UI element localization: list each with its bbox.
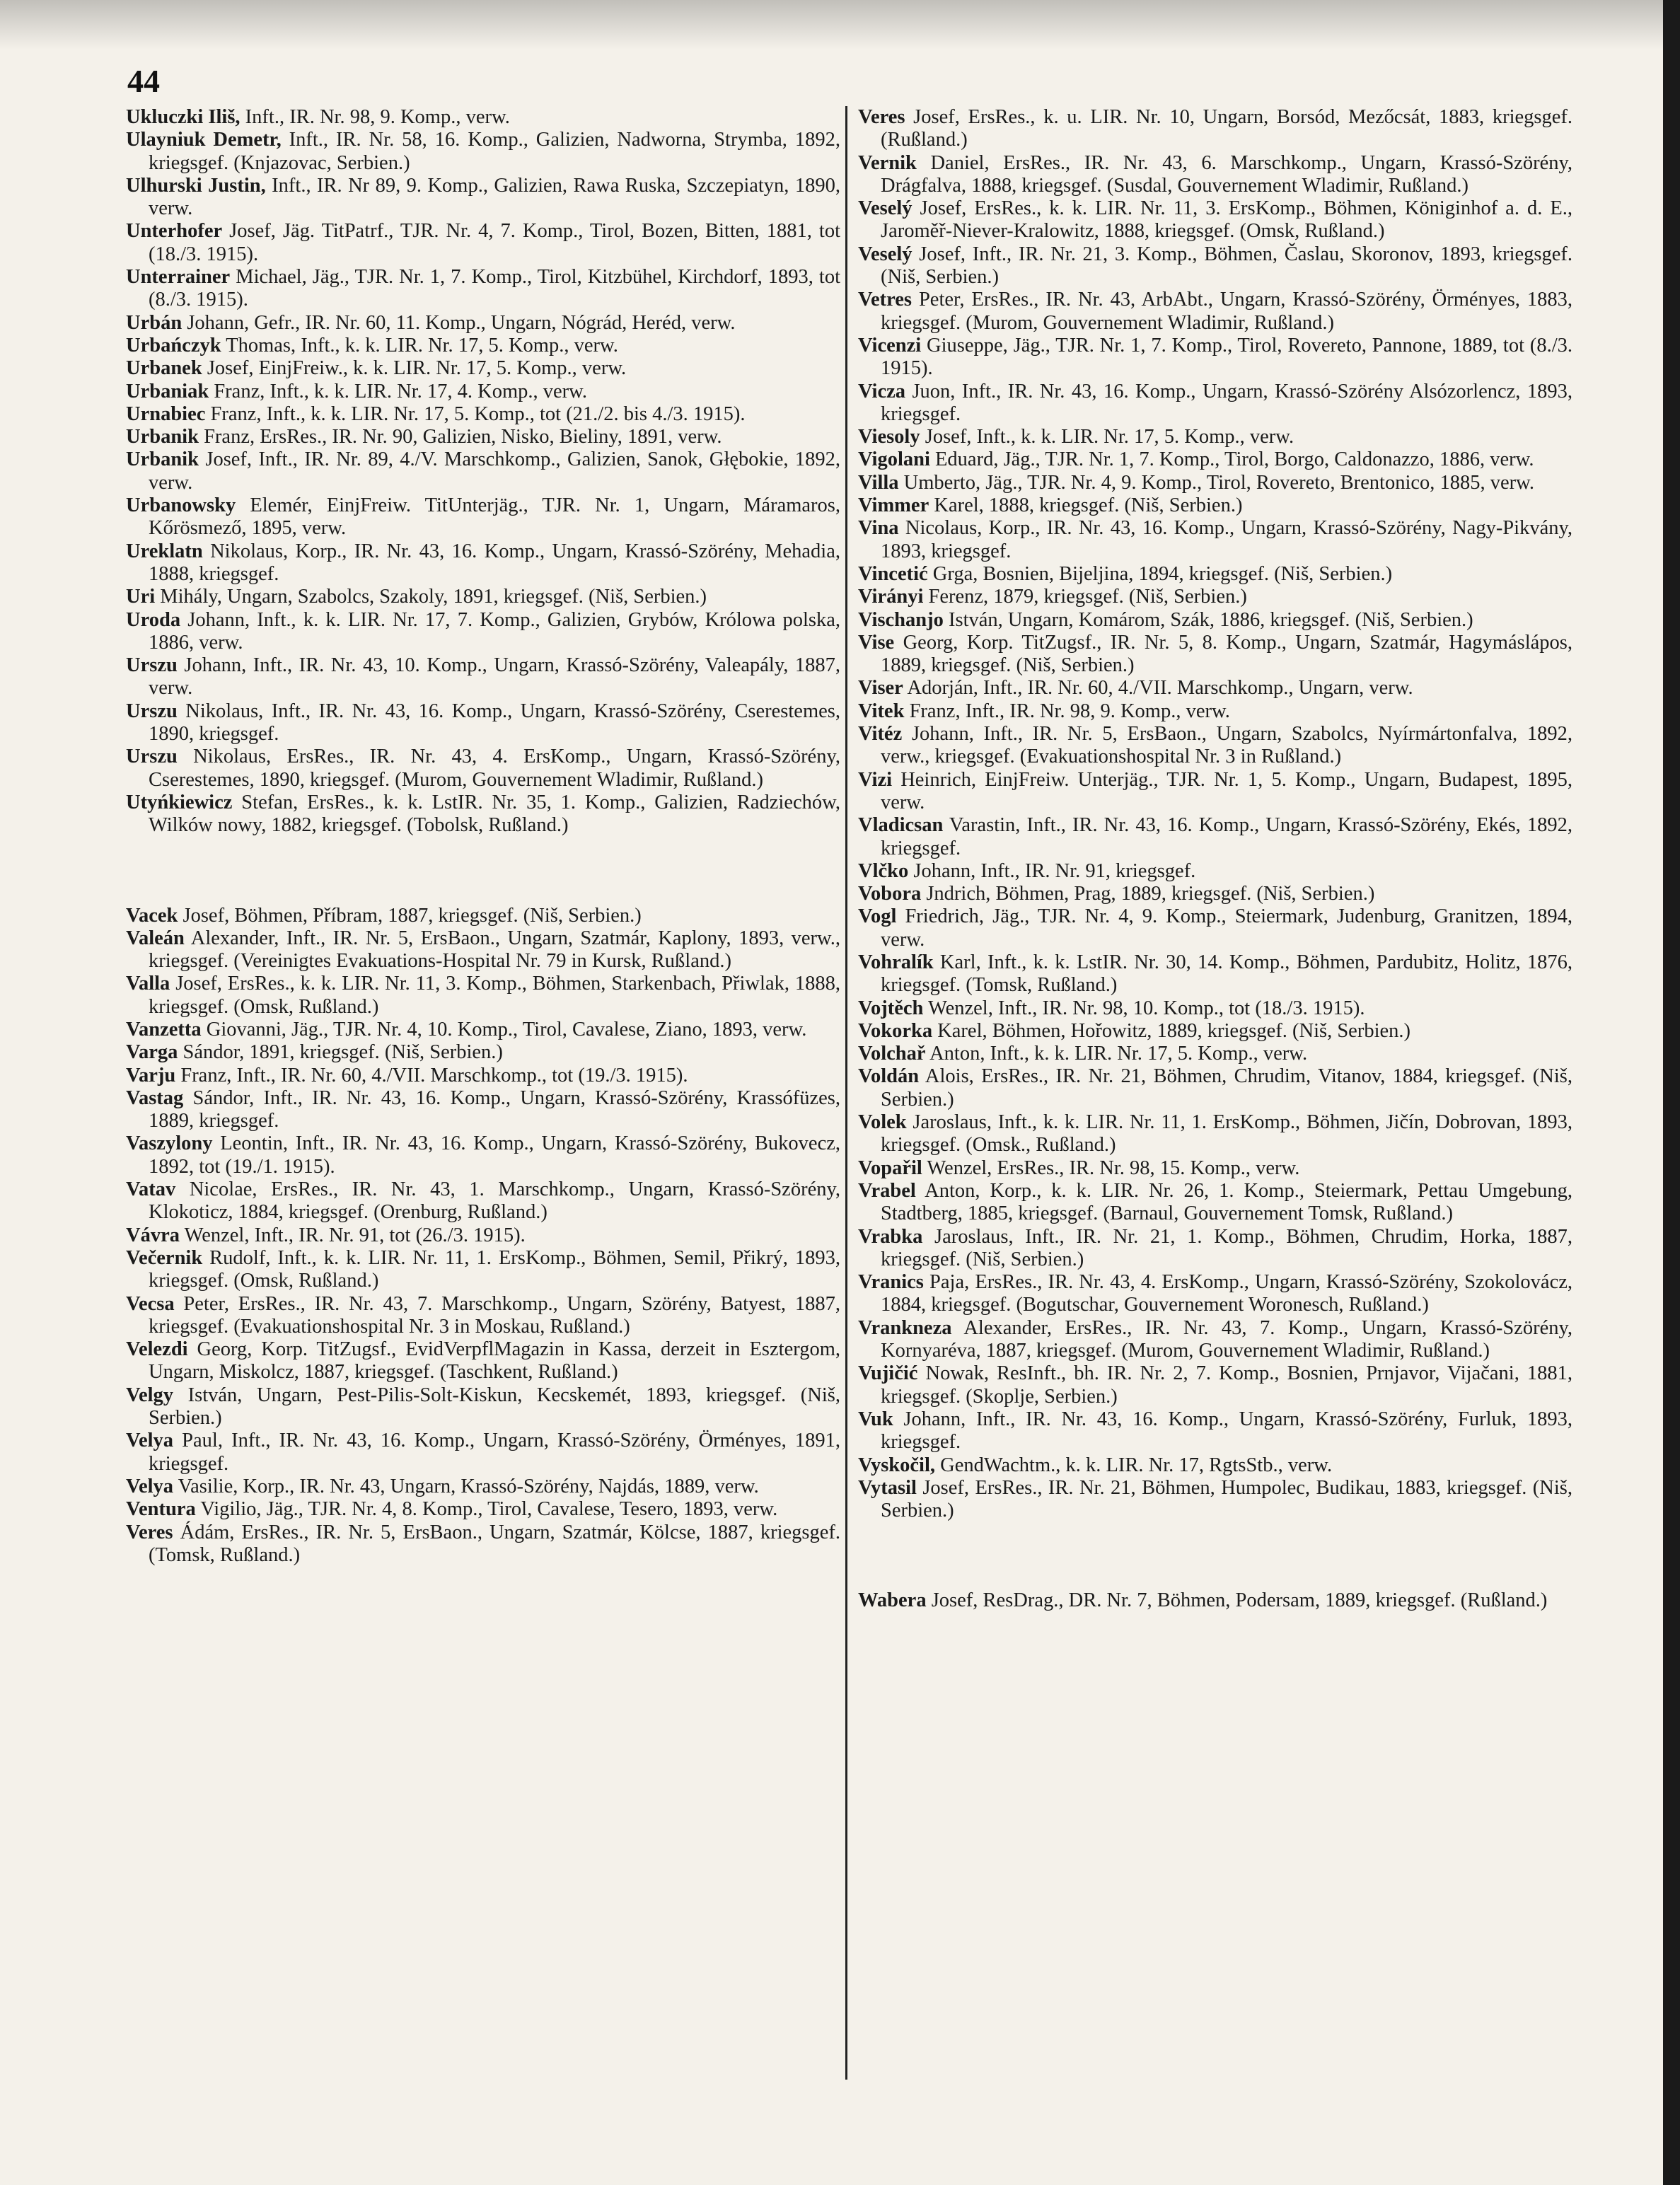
list-entry [126, 1087, 840, 1133]
scan-edge-right [1663, 0, 1680, 2185]
list-entry [858, 517, 1572, 563]
entry-name: Volek [858, 1111, 907, 1134]
entry-name: Veselý [858, 197, 913, 220]
list-entry [126, 905, 840, 927]
entry-name: Varga [126, 1041, 178, 1064]
list-entry [126, 335, 840, 357]
entry-details: Josef, Inft., IR. Nr. 21, 3. Komp., Böhmen, Časlau, Skoronov, 1893, kriegsgef. (Niš, Serbien.) [881, 243, 1572, 289]
entry-name: Uroda [126, 608, 181, 631]
entry-details: Paul, Inft., IR. Nr. 43, 16. Komp., Ungarn, Krassó-Szörény, Örményes, 1891, kriegsgef. [149, 1430, 840, 1475]
section-gap [858, 1522, 1572, 1589]
list-entry [858, 1454, 1572, 1477]
entry-name: Vizi [858, 768, 893, 791]
list-entry [858, 335, 1572, 381]
entry-name: Vrabka [858, 1225, 923, 1248]
entry-name: Vávra [126, 1224, 180, 1246]
list-entry [126, 175, 840, 221]
list-entry [858, 632, 1572, 678]
entry-name: Urbán [126, 311, 183, 334]
entry-details: Stefan, ErsRes., k. k. LstIR. Nr. 35, 1. Komp., Galizien, Radziechów, Wilków nowy, 1882, kriegsgef. (Tobolsk, Rußland.) [149, 791, 840, 837]
entry-details: Eduard, Jäg., TJR. Nr. 1, 7. Komp., Tirol, Borgo, Caldonazzo, 1886, verw. [929, 448, 1534, 471]
list-entry [126, 357, 840, 380]
entry-details: Jaroslaus, Inft., k. k. LIR. Nr. 11, 1. ErsKomp., Böhmen, Jičín, Dobrovan, 1893, kriegsgef. (Omsk., Rußland.) [881, 1111, 1572, 1157]
list-entry [126, 1430, 840, 1476]
list-entry [126, 1224, 840, 1247]
list-entry [126, 927, 840, 973]
entry-details: Franz, Inft., k. k. LIR. Nr. 17, 5. Komp., tot (21./2. bis 4./3. 1915). [205, 402, 746, 425]
list-entry [126, 1178, 840, 1224]
entry-details: Josef, ErsRes., k. k. LIR. Nr. 11, 3. Komp., Böhmen, Starkenbach, Přiwlak, 1888, kriegsgef. (Omsk, Rußland.) [149, 973, 840, 1018]
list-entry [858, 1408, 1572, 1454]
entry-name: Vetres [858, 289, 912, 311]
entry-name: Wabera [858, 1589, 927, 1612]
entry-details: Franz, Inft., IR. Nr. 60, 4./VII. Marschkomp., tot (19./3. 1915). [175, 1064, 688, 1086]
entry-name: Urszu [126, 746, 178, 768]
list-entry [858, 700, 1572, 723]
entry-details: Nikolaus, ErsRes., IR. Nr. 43, 4. ErsKomp., Ungarn, Krassó-Szörény, Cserestemes, 1890, kriegsgef. (Murom, Gouvernement Wladimir, Rußland.) [149, 746, 840, 791]
list-entry [126, 426, 840, 448]
list-entry [126, 609, 840, 655]
entry-name: Volchař [858, 1043, 926, 1065]
list-entry [858, 905, 1572, 951]
entry-details: Leontin, Inft., IR. Nr. 43, 16. Komp., Ungarn, Krassó-Szörény, Bukovecz, 1892, tot (19./1. 1915). [149, 1132, 840, 1178]
entry-name: Velya [126, 1430, 174, 1452]
entry-name: Velezdi [126, 1338, 188, 1361]
entry-details: Johann, Inft., k. k. LIR. Nr. 17, 7. Komp., Galizien, Grybów, Królowa polska, 1886, verw. [149, 608, 840, 654]
entry-details: Inft., IR. Nr. 58, 16. Komp., Galizien, Nadworna, Strymba, 1892, kriegsgef. (Knjazovac, Serbien.) [149, 129, 840, 174]
entry-details: Giuseppe, Jäg., TJR. Nr. 1, 7. Komp., Tirol, Rovereto, Pannone, 1889, tot (8./3. 1915). [881, 334, 1572, 380]
entry-name: Vujičić [858, 1362, 918, 1385]
entry-details: Mihály, Ungarn, Szabolcs, Szakoly, 1891, kriegsgef. (Niš, Serbien.) [155, 586, 707, 608]
entry-details: Johann, Inft., IR. Nr. 43, 16. Komp., Ungarn, Krassó-Szörény, Furluk, 1893, kriegsgef. [881, 1408, 1572, 1454]
entry-name: Urnabiec [126, 402, 206, 425]
entry-details: Giovanni, Jäg., TJR. Nr. 4, 10. Komp., Tirol, Cavalese, Ziano, 1893, verw. [201, 1018, 807, 1041]
list-entry [126, 403, 840, 426]
entry-name: Vopařil [858, 1157, 922, 1179]
entry-name: Vigolani [858, 448, 930, 471]
entry-details: Karl, Inft., k. k. LstIR. Nr. 30, 14. Komp., Böhmen, Pardubitz, Holitz, 1876, kriegsgef. (Tomsk, Rußland.) [881, 951, 1572, 997]
entry-details: Georg, Korp. TitZugsf., EvidVerpflMagazin in Kassa, derzeit in Esztergom, Ungarn, Miskolcz, 1887, kriegsgef. (Taschkent, Rußland.) [149, 1338, 840, 1384]
entry-details: Josef, ErsRes., k. k. LIR. Nr. 11, 3. ErsKomp., Böhmen, Königinhof a. d. E., Jaroměř-Niever-Kralowitz, 1888, kriegsgef. (Omsk, Rußland.) [881, 197, 1572, 243]
entry-name: Vanzetta [126, 1018, 202, 1041]
entry-name: Vlčko [858, 859, 909, 882]
list-entry [858, 1226, 1572, 1272]
entry-details: Juon, Inft., IR. Nr. 43, 16. Komp., Ungarn, Krassó-Szörény Alsózorlencz, 1893, kriegsgef. [881, 380, 1572, 425]
entry-name: Vimmer [858, 494, 929, 517]
entry-name: Vacek [126, 904, 178, 927]
entry-name: Vuk [858, 1408, 893, 1430]
entry-details: Anton, Inft., k. k. LIR. Nr. 17, 5. Komp., verw. [925, 1043, 1308, 1065]
entry-details: Jaroslaus, Inft., IR. Nr. 21, 1. Komp., Böhmen, Chrudim, Horka, 1887, kriegsgef. (Niš, Serbien.) [881, 1225, 1572, 1270]
list-entry [858, 723, 1572, 769]
entry-name: Unterrainer [126, 266, 231, 289]
list-entry [858, 677, 1572, 700]
entry-name: Veselý [858, 243, 913, 265]
list-entry [858, 951, 1572, 997]
entry-name: Vyskočil, [858, 1454, 936, 1476]
entry-name: Vastag [126, 1086, 184, 1109]
entry-name: Vernik [858, 151, 917, 174]
list-entry [126, 129, 840, 175]
entry-details: Umberto, Jäg., TJR. Nr. 4, 9. Komp., Tirol, Rovereto, Brentonico, 1885, verw. [898, 471, 1535, 494]
entry-name: Vaszylony [126, 1132, 213, 1155]
list-entry [858, 883, 1572, 905]
entry-details: Alois, ErsRes., IR. Nr. 21, Böhmen, Chrudim, Vitanov, 1884, kriegsgef. (Niš, Serbien.) [881, 1065, 1572, 1111]
list-entry [858, 563, 1572, 586]
list-entry [858, 1111, 1572, 1157]
entry-details: Varastin, Inft., IR. Nr. 43, 16. Komp., Ungarn, Krassó-Szörény, Ekés, 1892, kriegsgef. [881, 814, 1572, 859]
entry-details: Thomas, Inft., k. k. LIR. Nr. 17, 5. Komp., verw. [221, 334, 618, 357]
entry-details: Johann, Inft., IR. Nr. 91, kriegsgef. [908, 859, 1196, 882]
entry-name: Vincetić [858, 562, 928, 585]
entry-details: Josef, ErsRes., IR. Nr. 21, Böhmen, Humpolec, Budikau, 1883, kriegsgef. (Niš, Serbien.) [881, 1476, 1572, 1522]
scan-shadow-top [0, 0, 1680, 50]
entry-details: Josef, Böhmen, Příbram, 1887, kriegsgef. (Niš, Serbien.) [178, 904, 642, 927]
entry-details: Wenzel, Inft., IR. Nr. 98, 10. Komp., tot (18./3. 1915). [923, 997, 1365, 1019]
list-entry [126, 1338, 840, 1384]
list-entry [858, 381, 1572, 427]
list-entry [858, 426, 1572, 448]
list-entry [126, 312, 840, 335]
entry-name: Unterhofer [126, 220, 223, 243]
list-entry [126, 1522, 840, 1567]
list-entry [858, 1317, 1572, 1363]
entry-details: Paja, ErsRes., IR. Nr. 43, 4. ErsKomp., Ungarn, Krassó-Szörény, Szokolovácz, 1884, kriegsgef. (Bogutschar, Gouvernement Woronesch, Rußland.) [881, 1271, 1572, 1316]
list-entry [858, 1271, 1572, 1317]
list-entry [858, 289, 1572, 335]
entry-details: Nikolaus, Korp., IR. Nr. 43, 16. Komp., Ungarn, Krassó-Szörény, Mehadia, 1888, kriegsgef. [149, 540, 840, 585]
entry-name: Vojtěch [858, 997, 924, 1019]
list-entry [858, 1157, 1572, 1180]
entry-name: Urbanek [126, 357, 202, 380]
entry-name: Vranics [858, 1271, 924, 1294]
list-entry [858, 243, 1572, 289]
entry-details: Daniel, ErsRes., IR. Nr. 43, 6. Marschkomp., Ungarn, Krassó-Szörény, Drágfalva, 1888, kriegsgef. (Susdal, Gouvernement Wladimir, Rußland.) [881, 151, 1572, 197]
list-entry [126, 1293, 840, 1339]
entry-name: Ureklatn [126, 540, 203, 562]
list-entry [858, 997, 1572, 1020]
entry-details: Josef, EinjFreiw., k. k. LIR. Nr. 17, 5. Komp., verw. [202, 357, 627, 380]
list-entry [126, 700, 840, 746]
list-entry [858, 1020, 1572, 1043]
list-entry [126, 266, 840, 312]
entry-details: Wenzel, Inft., IR. Nr. 91, tot (26./3. 1915). [179, 1224, 526, 1246]
entry-details: Alexander, Inft., IR. Nr. 5, ErsBaon., Ungarn, Szatmár, Kaplony, 1893, verw., kriegsgef. (Vereinigtes Evakuations-Hospital Nr. 79 in Kursk, Rußland.) [149, 927, 840, 973]
list-entry [858, 1180, 1572, 1226]
list-entry [126, 540, 840, 586]
entry-details: Peter, ErsRes., IR. Nr. 43, 7. Marschkomp., Ungarn, Szörény, Batyest, 1887, kriegsgef. (Evakuationshospital Nr. 3 in Moskau, Rußland.) [149, 1292, 840, 1338]
entry-name: Urszu [126, 654, 178, 677]
entry-name: Urbańczyk [126, 334, 221, 357]
entry-details: Peter, ErsRes., IR. Nr. 43, ArbAbt., Ungarn, Krassó-Szörény, Örményes, 1883, kriegsgef. (Murom, Gouvernement Wladimir, Rußland.) [881, 289, 1572, 334]
entry-name: Velya [126, 1475, 174, 1497]
entry-details: Vasilie, Korp., IR. Nr. 43, Ungarn, Krassó-Szörény, Najdás, 1889, verw. [173, 1475, 759, 1497]
list-entry [858, 609, 1572, 632]
entry-name: Valeán [126, 927, 185, 949]
entry-details: Grga, Bosnien, Bijeljina, 1894, kriegsgef. (Niš, Serbien.) [927, 562, 1393, 585]
list-entry [858, 586, 1572, 608]
entry-name: Uri [126, 586, 156, 608]
entry-name: Vladicsan [858, 814, 944, 837]
list-entry [126, 1132, 840, 1178]
list-entry [858, 197, 1572, 243]
list-entry [126, 1476, 840, 1498]
entry-name: Urbanowsky [126, 494, 236, 517]
entry-details: Karel, Böhmen, Hořowitz, 1889, kriegsgef. (Niš, Serbien.) [932, 1019, 1411, 1042]
entry-details: GendWachtm., k. k. LIR. Nr. 17, RgtsStb., verw. [935, 1454, 1333, 1476]
entry-name: Vise [858, 631, 895, 654]
list-entry [858, 494, 1572, 517]
entry-details: Franz, Inft., IR. Nr. 98, 9. Komp., verw. [904, 700, 1230, 722]
entry-name: Vrankneza [858, 1316, 952, 1339]
entry-name: Utyńkiewicz [126, 791, 233, 813]
entry-details: Johann, Gefr., IR. Nr. 60, 11. Komp., Ungarn, Nógrád, Heréd, verw. [182, 311, 736, 334]
entry-name: Ukluczki Iliš, [126, 106, 241, 128]
entry-details: István, Ungarn, Komárom, Szák, 1886, kriegsgef. (Niš, Serbien.) [943, 608, 1473, 631]
list-entry [858, 1477, 1572, 1523]
entry-details: Nicolae, ErsRes., IR. Nr. 43, 1. Marschkomp., Ungarn, Krassó-Szörény, Klokoticz, 1884, kriegsgef. (Orenburg, Rußland.) [149, 1178, 840, 1224]
entry-name: Urbanik [126, 426, 199, 448]
list-entry [858, 152, 1572, 198]
list-entry [126, 381, 840, 403]
entry-details: Friedrich, Jäg., TJR. Nr. 4, 9. Komp., Steiermark, Judenburg, Granitzen, 1894, verw. [881, 905, 1572, 951]
entry-name: Ulayniuk Demetr, [126, 129, 282, 151]
entry-name: Vecsa [126, 1292, 175, 1315]
entry-details: Franz, ErsRes., IR. Nr. 90, Galizien, Nisko, Bieliny, 1891, verw. [198, 426, 722, 448]
entry-name: Vokorka [858, 1019, 933, 1042]
entry-details: Nicolaus, Korp., IR. Nr. 43, 16. Komp., Ungarn, Krassó-Szörény, Nagy-Pikvány, 1893, kriegsgef. [881, 517, 1572, 562]
entry-details: Vigilio, Jäg., TJR. Nr. 4, 8. Komp., Tirol, Cavalese, Tesero, 1893, verw. [195, 1498, 778, 1521]
entry-name: Vohralík [858, 951, 934, 973]
list-entry [126, 1498, 840, 1521]
list-entry [126, 1041, 840, 1064]
entry-details: Alexander, ErsRes., IR. Nr. 43, 7. Komp., Ungarn, Krassó-Szörény, Kornyaréva, 1887, kriegsgef. (Murom, Gouvernement Wladimir, Rußland.) [881, 1316, 1572, 1362]
entry-details: Georg, Korp. TitZugsf., IR. Nr. 5, 8. Komp., Ungarn, Szatmár, Hagymáslápos, 1889, kriegsgef. (Niš, Serbien.) [881, 631, 1572, 677]
entry-name: Varju [126, 1064, 176, 1086]
list-entry [126, 586, 840, 608]
entry-details: Anton, Korp., k. k. LIR. Nr. 26, 1. Komp., Steiermark, Pettau Umgebung, Stadtberg, 1885, kriegsgef. (Barnaul, Gouvernement Tomsk, Rußland.) [881, 1179, 1572, 1225]
list-entry [858, 1589, 1572, 1612]
list-entry [126, 448, 840, 494]
entry-details: Sándor, Inft., IR. Nr. 43, 16. Komp., Ungarn, Krassó-Szörény, Krassófüzes, 1889, kriegsgef. [149, 1086, 840, 1132]
entry-details: Ádám, ErsRes., IR. Nr. 5, ErsBaon., Ungarn, Szatmár, Kölcse, 1887, kriegsgef. (Tomsk, Rußland.) [149, 1521, 840, 1566]
list-entry [858, 769, 1572, 815]
entry-details: Johann, Inft., IR. Nr. 5, ErsBaon., Ungarn, Szabolcs, Nyírmártonfalva, 1892, verw., kriegsgef. (Evakuationshospital Nr. 3 in Rußland.) [881, 723, 1572, 768]
entry-name: Veres [858, 106, 905, 128]
entry-details: Heinrich, EinjFreiw. Unterjäg., TJR. Nr. 1, 5. Komp., Ungarn, Budapest, 1895, verw. [881, 768, 1572, 813]
entry-name: Velgy [126, 1384, 174, 1406]
entry-name: Vatav [126, 1178, 176, 1201]
list-entry [126, 1065, 840, 1087]
entry-name: Urbaniak [126, 380, 209, 402]
entry-details: Josef, Inft., IR. Nr. 89, 4./V. Marschkomp., Galizien, Sanok, Głębokie, 1892, verw. [149, 448, 840, 494]
entry-details: Inft., IR. Nr 89, 9. Komp., Galizien, Rawa Ruska, Szczepiatyn, 1890, verw. [149, 174, 840, 220]
entry-name: Vitek [858, 700, 905, 722]
entry-details: Jndrich, Böhmen, Prag, 1889, kriegsgef. (Niš, Serbien.) [921, 883, 1375, 905]
list-entry [126, 654, 840, 700]
entry-details: Josef, ErsRes., k. u. LIR. Nr. 10, Ungarn, Borsód, Mezőcsát, 1883, kriegsgef. (Rußland.) [881, 106, 1572, 151]
entry-details: Josef, Jäg. TitPatrf., TJR. Nr. 4, 7. Komp., Tirol, Bozen, Bitten, 1881, tot (18./3. 1915). [149, 220, 840, 265]
left-column [126, 106, 840, 1567]
list-entry [126, 746, 840, 792]
list-entry [858, 1043, 1572, 1065]
entry-name: Vobora [858, 883, 922, 905]
list-entry [858, 448, 1572, 471]
entry-details: Elemér, EinjFreiw. TitUnterjäg., TJR. Nr. 1, Ungarn, Máramaros, Kőrösmező, 1895, verw. [149, 494, 840, 540]
entry-details: Ferenz, 1879, kriegsgef. (Niš, Serbien.) [923, 586, 1247, 608]
entry-details: Nikolaus, Inft., IR. Nr. 43, 16. Komp., Ungarn, Krassó-Szörény, Cserestemes, 1890, kriegsgef. [149, 700, 840, 746]
entry-name: Voldán [858, 1065, 920, 1088]
entry-name: Vicenzi [858, 334, 922, 357]
entry-details: Rudolf, Inft., k. k. LIR. Nr. 11, 1. ErsKomp., Böhmen, Semil, Přikrý, 1893, kriegsgef. (Omsk, Rußland.) [149, 1246, 840, 1292]
entry-details: Franz, Inft., k. k. LIR. Nr. 17, 4. Komp., verw. [209, 380, 588, 402]
list-entry [858, 814, 1572, 860]
right-column [858, 106, 1572, 1613]
entry-name: Večernik [126, 1246, 203, 1269]
entry-name: Vrabel [858, 1179, 916, 1202]
entry-name: Veres [126, 1521, 173, 1543]
entry-name: Valla [126, 973, 170, 995]
list-entry [858, 1065, 1572, 1111]
list-entry [126, 973, 840, 1019]
entry-name: Vischanjo [858, 608, 944, 631]
entry-name: Urszu [126, 700, 178, 722]
entry-details: Karel, 1888, kriegsgef. (Niš, Serbien.) [929, 494, 1243, 517]
entry-details: Josef, Inft., k. k. LIR. Nr. 17, 5. Komp., verw. [920, 426, 1294, 448]
list-entry [126, 1247, 840, 1293]
entry-details: Michael, Jäg., TJR. Nr. 1, 7. Komp., Tirol, Kitzbühel, Kirchdorf, 1893, tot (8./3. 1915). [149, 266, 840, 311]
entry-name: Ventura [126, 1498, 196, 1521]
entry-name: Virányi [858, 586, 924, 608]
entry-name: Vitéz [858, 723, 903, 746]
entry-name: Ulhurski Justin, [126, 174, 266, 197]
entry-details: Adorján, Inft., IR. Nr. 60, 4./VII. Marschkomp., Ungarn, verw. [903, 677, 1413, 700]
entry-details: Wenzel, ErsRes., IR. Nr. 98, 15. Komp., verw. [922, 1157, 1300, 1179]
entry-name: Vogl [858, 905, 897, 928]
entry-details: Sándor, 1891, kriegsgef. (Niš, Serbien.) [178, 1041, 503, 1064]
list-entry [126, 494, 840, 540]
entry-name: Vytasil [858, 1476, 917, 1499]
entry-details: Nowak, ResInft., bh. IR. Nr. 2, 7. Komp., Bosnien, Prnjavor, Vijačani, 1881, kriegsgef. (Skoplje, Serbien.) [881, 1362, 1572, 1408]
entry-details: Inft., IR. Nr. 98, 9. Komp., verw. [240, 106, 510, 128]
entry-details: Johann, Inft., IR. Nr. 43, 10. Komp., Ungarn, Krassó-Szörény, Valeapály, 1887, verw. [149, 654, 840, 700]
list-entry [126, 106, 840, 129]
list-entry [858, 472, 1572, 494]
entry-name: Viser [858, 677, 903, 700]
entry-name: Urbanik [126, 448, 199, 471]
list-entry [858, 860, 1572, 883]
list-entry [858, 1362, 1572, 1408]
entry-details: Josef, ResDrag., DR. Nr. 7, Böhmen, Podersam, 1889, kriegsgef. (Rußland.) [926, 1589, 1548, 1612]
list-entry [126, 1384, 840, 1430]
entry-name: Vina [858, 517, 899, 540]
list-entry [126, 1019, 840, 1041]
entry-name: Viesoly [858, 426, 920, 448]
page-number: 44 [127, 63, 160, 99]
entry-name: Vicza [858, 380, 905, 402]
entry-details: István, Ungarn, Pest-Pilis-Solt-Kiskun, Kecskemét, 1893, kriegsgef. (Niš, Serbien.) [149, 1384, 840, 1430]
section-gap [126, 838, 840, 905]
list-entry [126, 792, 840, 838]
list-entry [126, 220, 840, 266]
entry-name: Villa [858, 471, 899, 494]
column-divider [845, 106, 847, 2080]
list-entry [858, 106, 1572, 152]
